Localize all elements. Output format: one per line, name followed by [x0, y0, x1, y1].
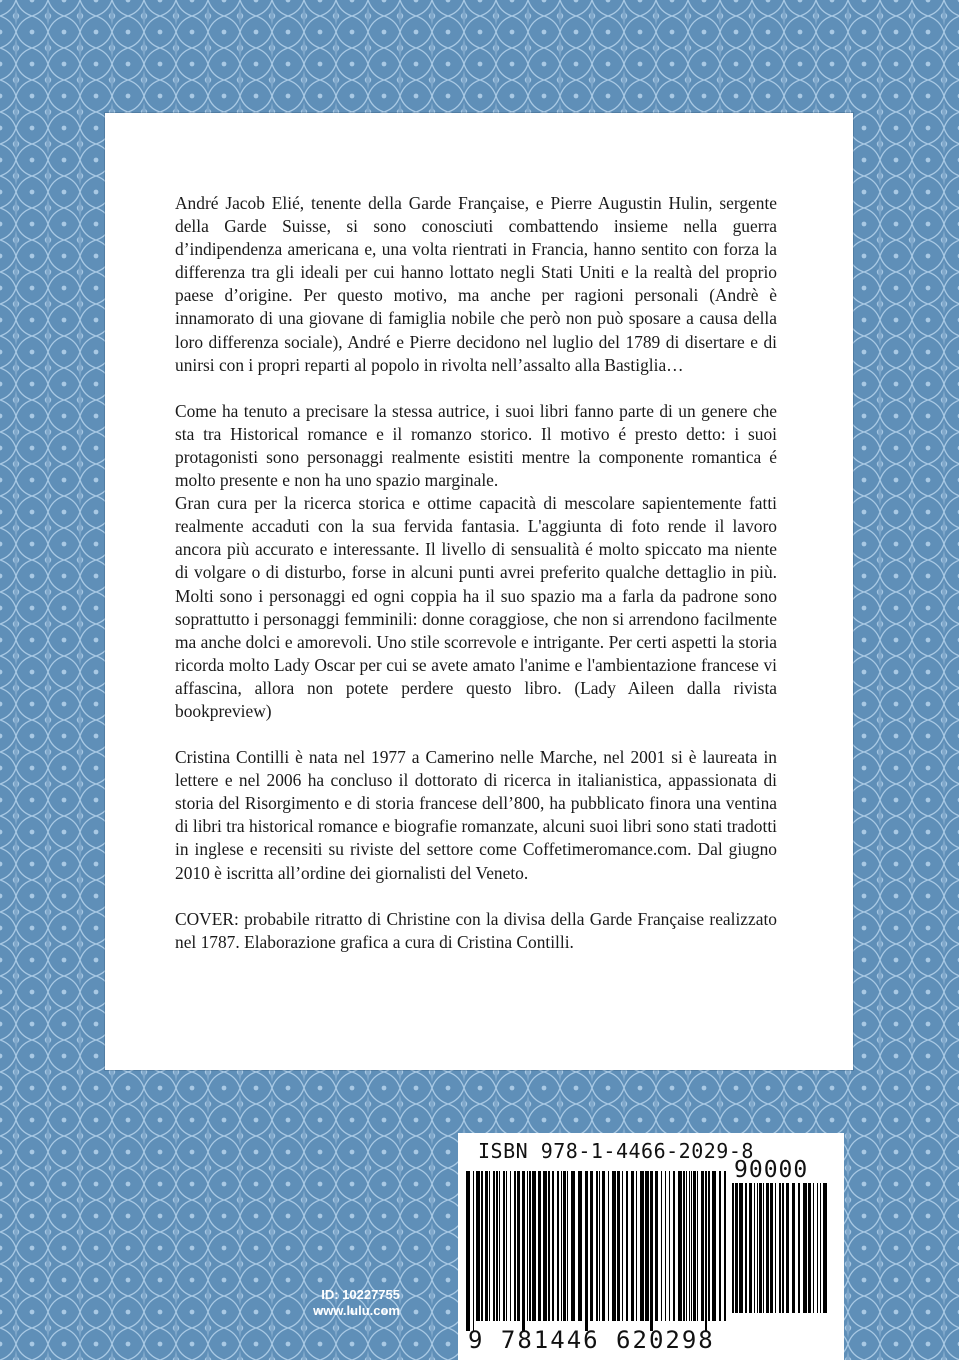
isbn-label: ISBN 978-1-4466-2029-8 — [478, 1139, 754, 1163]
barcode-bar — [732, 1183, 734, 1313]
price-code: 90000 — [734, 1157, 809, 1183]
barcode-bar — [585, 1171, 588, 1331]
barcode-bar — [813, 1183, 814, 1313]
isbn-barcode — [458, 1133, 844, 1360]
barcode-bar — [655, 1171, 658, 1321]
barcode-number: 9 781446 620298 — [468, 1326, 715, 1354]
barcode-bar — [735, 1183, 738, 1313]
barcode-bar — [608, 1171, 609, 1321]
synopsis-paragraph: André Jacob Elié, tenente della Garde Française, e Pierre Augustin Hulin, sergente della Garde Suisse, si sono conosciuti combattendo insieme nella guerra d’indipendenza americana e, una volta rientrati in Francia, hanno sentito con forza la differenza tra gli ideali per cui hanno lottato negli Stati Uniti e la realtà del proprio paese d’origine. Per questo motivo, ma anche per ragioni personali (Andrè è innamorato di una giovane di famiglia nobile che però non può sposare a causa della loro differenza sociale), André e Pierre decidono nel luglio del 1789 di disertare e di unirsi con i propri reparti al popolo in rivolta nell’assalto alla Bastiglia… — [175, 193, 777, 375]
barcode-bar — [745, 1183, 747, 1313]
barcode-bar — [782, 1183, 784, 1313]
publisher-label — [290, 1287, 400, 1319]
author-bio-paragraph: Cristina Contilli è nata nel 1977 a Camerino nelle Marche, nel 2001 si è laureata in lettere e nel 2006 ha concluso il dottorato di ricerca in italianistica, appassionata di storia del Risorgimento e di storia francese dell’800, ha pubblicato finora una ventina di libri tra historical romance e biografie romanzate, alcuni suoi libri sono stati tradotti in inglese e recensiti su riviste del settore come Coffetimeromance.com. Dal giugno 2010 è iscritta all’ordine dei giornalisti del Veneto. — [175, 747, 777, 883]
barcode-bar — [527, 1171, 528, 1321]
barcode-bar — [661, 1171, 662, 1321]
barcode-bar — [510, 1171, 511, 1321]
barcode-bar — [543, 1171, 547, 1321]
barcode-bar — [476, 1171, 480, 1321]
barcode-bar — [612, 1171, 616, 1321]
barcode-bar — [683, 1171, 685, 1321]
barcode-bar — [514, 1171, 516, 1321]
barcode-bar — [640, 1171, 644, 1321]
barcode-bars — [466, 1171, 728, 1331]
back-cover-text — [175, 192, 777, 954]
barcode-bar — [759, 1183, 762, 1313]
barcode-bar — [493, 1171, 495, 1321]
barcode-bar — [645, 1171, 649, 1321]
barcode-bar — [775, 1183, 776, 1313]
barcode-bar — [499, 1171, 500, 1321]
publisher-site: www.lulu.com — [313, 1303, 400, 1318]
barcode-bar — [485, 1171, 488, 1321]
barcode-bar — [691, 1171, 692, 1321]
barcode-bar — [792, 1183, 795, 1313]
barcode-bar — [749, 1183, 752, 1313]
barcode-bar — [820, 1183, 821, 1313]
barcode-bar — [481, 1171, 483, 1321]
barcode-bar — [757, 1183, 758, 1313]
publisher-id: ID: 10227755 — [321, 1287, 400, 1302]
barcode-bar — [808, 1183, 811, 1313]
barcode-bar — [636, 1171, 637, 1321]
barcode-bar — [626, 1171, 628, 1321]
barcode-bar — [552, 1171, 554, 1321]
barcode-bar — [705, 1171, 707, 1331]
barcode-bar — [686, 1171, 687, 1321]
barcode-bar — [596, 1171, 598, 1321]
barcode-bar — [466, 1171, 470, 1331]
barcode-bar — [503, 1171, 505, 1321]
barcode-bar — [557, 1171, 559, 1321]
barcode-bar — [701, 1171, 704, 1321]
barcode-bar — [719, 1171, 721, 1321]
barcode-bar — [708, 1171, 710, 1321]
review-paragraph: Gran cura per la ricerca storica e ottime capacità di mescolare sapientemente fatti realmente accaduti con la sua fervida fantasia. L'aggiunta di foto rende il lavoro ancora più accurato e interessante. Il livello di sensualità é molto spiccato ma niente di volgare o di disturbo, forse in alcuni punti avrei preferito qualche dettaglio in più. Molti sono i personaggi ed ogni coppia ha il suo spazio ma a farla da padrone sono soprattutto i personaggi femminili: donne coraggiose, che non si arrendono facilmente ma anche dolci e amorevoli. Uno stile scorrevole e intrigante. Per certi aspetti la storia ricorda molto Lady Oscar per cui se avete amato l'anime e l'ambientazione francese vi affascina, allora non potete perdere questo libro. (Lady Aileen dalla rivista bookpreview) — [175, 493, 777, 721]
barcode-bar — [599, 1171, 600, 1321]
barcode-bar — [522, 1171, 525, 1331]
barcode-bar — [739, 1183, 743, 1313]
barcode-bar — [770, 1183, 773, 1313]
addon-barcode-bars — [732, 1183, 834, 1353]
barcode-bar — [678, 1171, 682, 1321]
review-intro-paragraph: Come ha tenuto a precisare la stessa autrice, i suoi libri fanno parte di un genere che sta tra Historical romance e il romanzo storico. Il motivo é presto detto: i suoi protagonisti sono personaggi realmente esistiti mentre la componente romantica é molto presente e non ha uno spazio marginale. — [175, 400, 777, 491]
barcode-bar — [496, 1171, 498, 1321]
barcode-bar — [786, 1183, 789, 1313]
barcode-bar — [823, 1183, 827, 1313]
barcode-bar — [650, 1171, 653, 1331]
barcode-bar — [697, 1171, 698, 1321]
barcode-bar — [803, 1183, 807, 1313]
barcode-bar — [548, 1171, 550, 1321]
barcode-bar — [631, 1171, 634, 1321]
barcode-bar — [517, 1171, 520, 1321]
barcode-bar — [590, 1171, 593, 1321]
barcode-bar — [763, 1183, 764, 1313]
barcode-bar — [724, 1171, 726, 1321]
barcode-bar — [669, 1171, 670, 1321]
barcode-bar — [529, 1171, 531, 1321]
barcode-bar — [712, 1171, 716, 1321]
barcode-bar — [673, 1171, 675, 1321]
barcode-bar — [617, 1171, 620, 1321]
barcode-bar — [473, 1171, 474, 1331]
barcode-bar — [665, 1171, 666, 1321]
barcode-bar — [798, 1183, 800, 1313]
barcode-bar — [489, 1171, 490, 1321]
barcode-bar — [766, 1183, 769, 1313]
barcode-bar — [622, 1171, 623, 1321]
barcode-bar — [571, 1171, 575, 1321]
barcode-bar — [754, 1183, 755, 1313]
barcode-bar — [602, 1171, 605, 1321]
barcode-bar — [817, 1183, 818, 1313]
barcode-bar — [689, 1171, 690, 1321]
barcode-bar — [506, 1171, 507, 1321]
barcode-bar — [561, 1171, 562, 1321]
barcode-bar — [578, 1171, 582, 1321]
barcode-bar — [538, 1171, 541, 1321]
barcode-bar — [563, 1171, 566, 1321]
back-cover-text-panel — [105, 113, 853, 1070]
barcode-bar — [567, 1171, 568, 1321]
barcode-bar — [779, 1183, 781, 1313]
barcode-bar — [532, 1171, 536, 1321]
cover-credit-paragraph: COVER: probabile ritratto di Christine con la divisa della Garde Française realizzato nel 1787. Elaborazione grafica a cura di Cristina Contilli. — [175, 908, 777, 952]
barcode-bar — [693, 1171, 696, 1321]
